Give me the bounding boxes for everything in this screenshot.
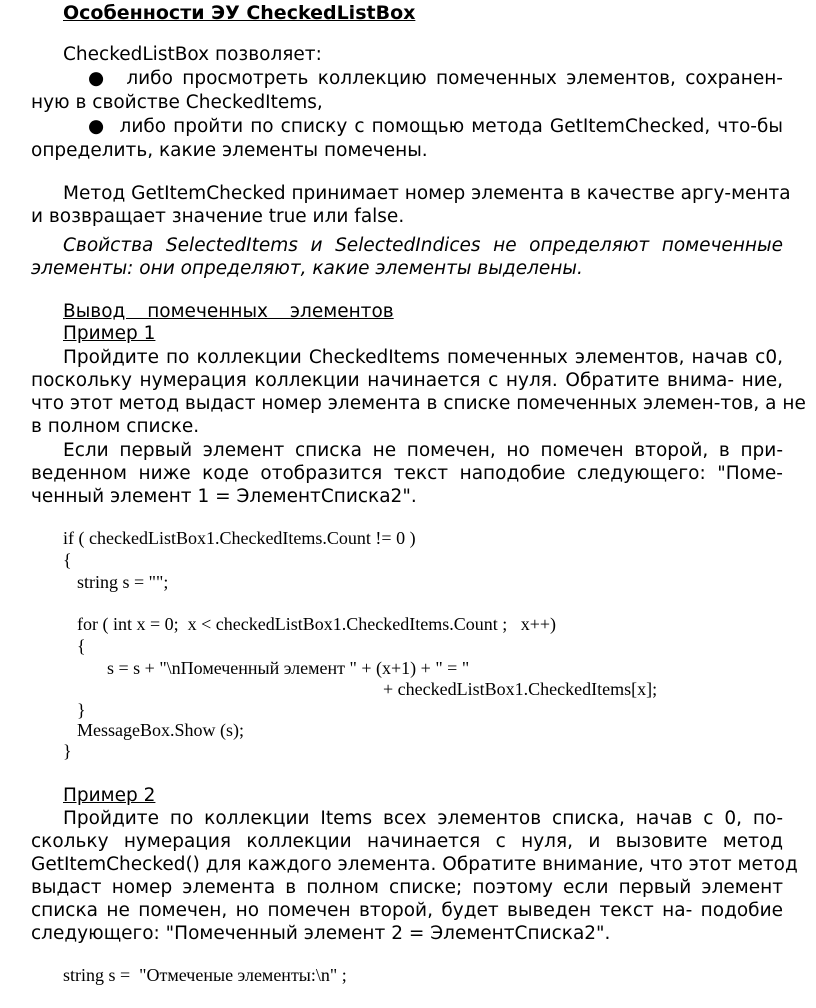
code1-line-9: MessageBox.Show (s); [77,720,244,740]
bullet-2-line-2: определить, какие элементы помечены. [31,140,428,161]
bullet-2-line-1: ● либо пройти по списку с помощью метода GetItemChecked, что-бы [88,116,783,137]
ex1-p1-line-2: поскольку нумерация коллекции начинается с нуля. Обратите внима- ние, [31,370,783,391]
ex1-p2-line-1: Если первый элемент списка не помечен, но помечен второй, в при- [63,440,783,461]
code1-line-8: } [77,700,86,720]
code1-line-5: { [77,636,86,656]
code1-line-10: } [63,741,72,761]
ex2-line-6: следующего: "Помеченный элемент 2 = ЭлементСписка2". [31,923,611,944]
ex2-line-4: выдаст номер элемента в полном списке; поэтому если первый элемент [31,877,783,898]
note-line-1: Свойства SelectedItems и SelectedIndices не определяют помеченные [63,235,783,256]
example-2-heading: Пример 2 [63,785,156,806]
bullet-1-marker: ● [88,68,108,89]
code1-line-6: s = s + "\nПомеченный элемент " + (x+1) + " = " [107,658,470,678]
section-heading: Вывод помеченных элементов [63,301,394,322]
code2-line-1: string s = "Отмеченые элементы:\n" ; [63,965,347,985]
ex2-line-2: скольку нумерация коллекции начинается с нуля, и вызовите метод [31,831,783,852]
ex2-line-1: Пройдите по коллекции Items всех элементов списка, начав с 0, по- [63,808,783,829]
ex1-p1-line-3: что этот метод выдаст номер элемента в списке помеченных элемен-тов, а не [31,393,806,414]
method-line-2: и возвращает значение true или false. [31,206,405,227]
method-line-1: Метод GetItemChecked принимает номер элемента в качестве аргу-мента [63,183,791,204]
intro-text: CheckedListBox позволяет: [63,44,322,65]
bullet-2-marker: ● [88,116,106,137]
code1-line-7: + checkedListBox1.CheckedItems[x]; [383,679,658,699]
code1-line-1: if ( checkedListBox1.CheckedItems.Count != 0 ) [63,528,416,548]
page-title: Особенности ЭУ CheckedListBox [63,2,416,24]
example-1-heading: Пример 1 [63,323,156,344]
ex1-p1-line-1: Пройдите по коллекции CheckedItems помеченных элементов, начав с0, [63,347,783,368]
bullet-1-line-1: ● либо просмотреть коллекцию помеченных элементов, сохранен- [88,68,783,89]
ex1-p2-line-3: ченный элемент 1 = ЭлементСписка2". [31,486,417,507]
bullet-1-line-2: ную в свойстве CheckedItems, [31,92,323,113]
note-line-2: элементы: они определяют, какие элементы выделены. [31,258,583,279]
ex2-line-5: списка не помечен, но помечен второй, будет выведен текст на- подобие [31,900,783,921]
code1-line-4: for ( int x = 0; x < checkedListBox1.CheckedItems.Count ; x++) [77,614,557,634]
ex1-p2-line-2: веденном ниже коде отобразится текст наподобие следующего: "Поме- [31,463,783,484]
code1-line-2: { [63,550,72,570]
ex1-p1-line-4: в полном списке. [31,416,200,437]
code1-line-3: string s = ""; [77,572,169,592]
ex2-line-3: GetItemChecked() для каждого элемента. Обратите внимание, что этот метод [31,854,798,875]
